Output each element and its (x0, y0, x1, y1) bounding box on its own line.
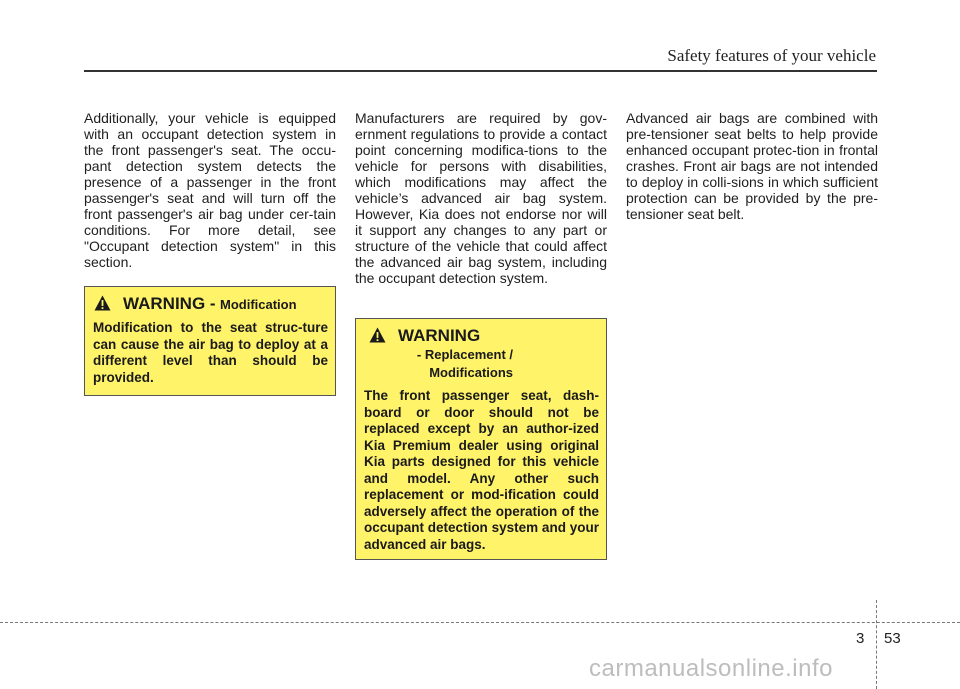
section-title: Safety features of your vehicle (667, 46, 876, 65)
right-paragraph: Advanced air bags are combined with pre-tensioner seat belts to help provide enhanced occupant protec-tion in frontal crashes. Front air bags are not intended to deploy in colli-sions in which sufficient protection can be provided by the pre-tensioner seat belt. (626, 110, 878, 222)
chapter-number: 3 (856, 630, 865, 647)
warning-subject: Modification (220, 297, 297, 312)
watermark-text: carmanualsonline.info (589, 655, 833, 682)
middle-paragraph: Manufacturers are required by gov-ernment regulations to provide a contact point concerning modifica-tions to the vehicle for persons with disabilities, which modifications may affect the vehicle’s advanced air bag system. However, Kia does not endorse nor will it support any changes to any part or structure of the vehicle that could affect the advanced air bag system, including the occupant detection system. (355, 110, 607, 286)
warning-body: Modification to the seat struc-ture can cause the air bag to deploy at a different level than should be provided. (93, 320, 328, 385)
warning-body: The front passenger seat, dash-board or door should not be replaced except by an author-ized Kia Premium dealer using original Kia parts designed for this vehicle and model. Any other such replacement or mod-ification could adversely affect the operation of the occupant detection system and your advanced air bags. (364, 388, 599, 552)
page-number: 53 (884, 630, 901, 647)
middle-column (355, 110, 607, 286)
footer-rule (0, 622, 960, 623)
warning-subject: - Replacement / Modifications (416, 347, 513, 380)
warning-heading (364, 327, 599, 382)
header-rule (84, 70, 877, 72)
warning-box-replacement (355, 318, 607, 560)
footer-divider (876, 600, 877, 689)
left-column (84, 110, 336, 270)
warning-box-modification (84, 286, 336, 396)
warning-heading (93, 295, 328, 314)
right-column (626, 110, 878, 222)
warning-triangle-icon (94, 295, 111, 311)
warning-label: WARNING - (123, 294, 216, 313)
warning-label: WARNING (398, 326, 481, 345)
warning-triangle-icon (369, 327, 386, 343)
left-paragraph: Additionally, your vehicle is equipped with an occupant detection system in the front passenger's seat. The occu-pant detection system detects the presence of a passenger in the front passenger's seat and will turn off the front passenger's air bag under cer-tain conditions. For more detail, see "Occupant detection system" in this section. (84, 110, 336, 270)
